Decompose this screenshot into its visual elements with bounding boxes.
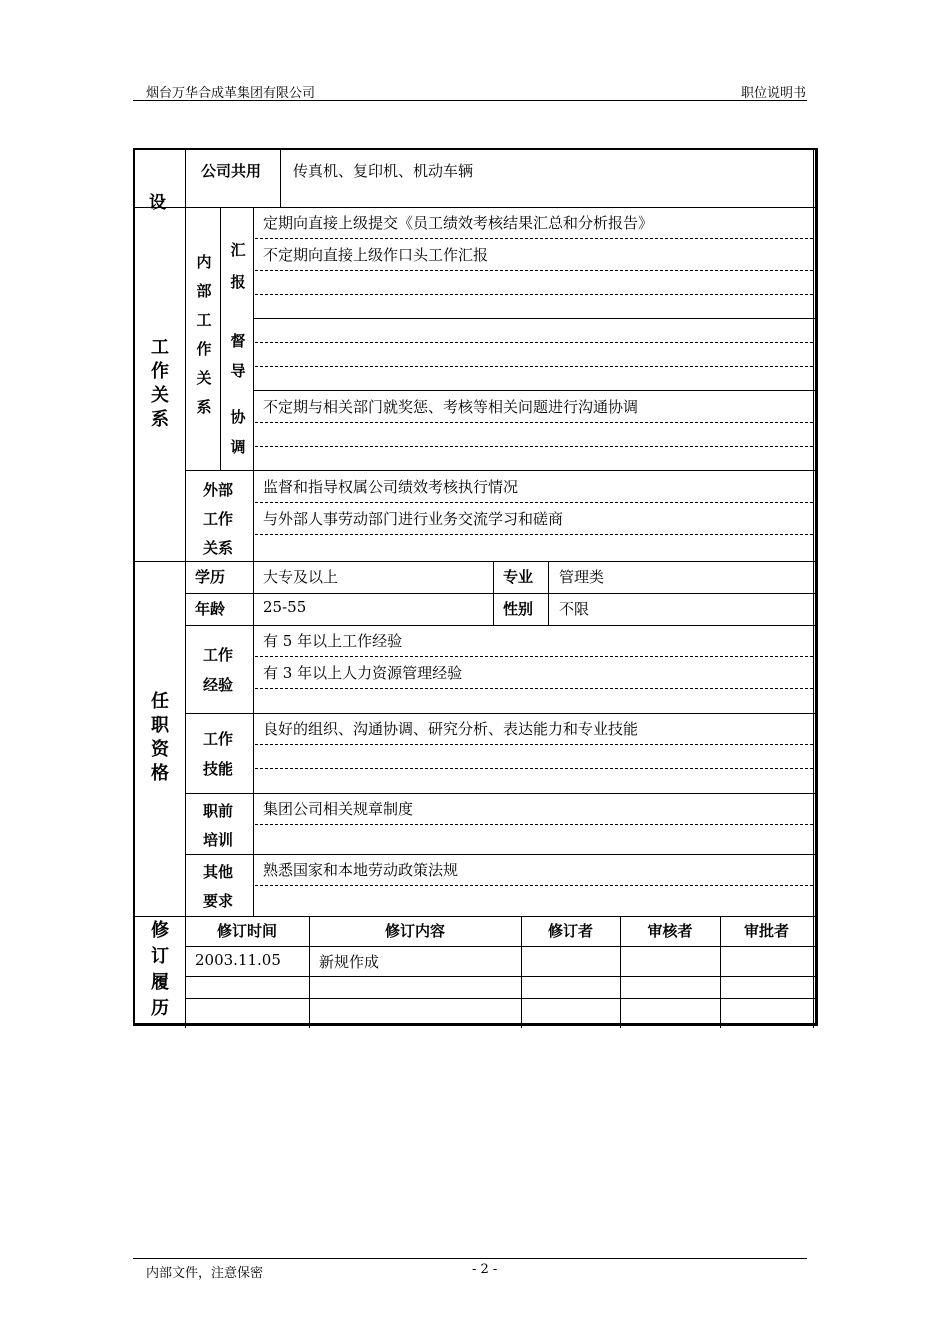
qualifications-section-label: 任 职 资 格 xyxy=(151,691,169,784)
age-value: 25-55 xyxy=(263,598,307,616)
external-relations-label: 外部 工作 关系 xyxy=(203,481,234,557)
rev-row-1-date: 2003.11.05 xyxy=(195,951,281,969)
dash-line xyxy=(255,270,813,271)
shared-label: 公司共用 xyxy=(201,162,262,180)
major-value: 管理类 xyxy=(559,568,605,586)
row-separator xyxy=(185,793,815,794)
experience-label: 工作 经验 xyxy=(203,646,234,694)
coordinate-line-1: 不定期与相关部门就奖惩、考核等相关问题进行沟通协调 xyxy=(263,398,639,416)
dash-line xyxy=(255,885,813,886)
rev-header-reviser: 修订者 xyxy=(547,922,593,940)
row-separator xyxy=(253,390,815,391)
section-separator xyxy=(135,916,815,917)
training-label: 职前 培训 xyxy=(203,802,234,849)
row-separator xyxy=(185,998,815,999)
work-relations-section-label: 工 作 关 系 xyxy=(151,337,169,430)
skills-label: 工作 技能 xyxy=(203,730,234,778)
dash-line xyxy=(255,422,813,423)
experience-line-2: 有 3 年以上人力资源管理经验 xyxy=(263,664,463,682)
skills-line-1: 良好的组织、沟通协调、研究分析、表达能力和专业技能 xyxy=(263,720,639,738)
dash-line xyxy=(255,294,813,295)
row-separator xyxy=(185,713,815,714)
shared-value: 传真机、复印机、机动车辆 xyxy=(293,162,474,180)
dash-line xyxy=(255,534,813,535)
coordinate-label: 协 调 xyxy=(230,408,246,456)
supervise-label: 督 导 xyxy=(230,332,246,380)
row-separator xyxy=(185,625,815,626)
report-label: 汇 报 xyxy=(230,241,246,291)
dash-line xyxy=(255,366,813,367)
report-line-1: 定期向直接上级提交《员工绩效考核结果汇总和分析报告》 xyxy=(263,214,654,232)
external-divider xyxy=(253,470,254,561)
footer-rule xyxy=(133,1258,807,1259)
gender-value: 不限 xyxy=(559,600,590,618)
rev-header-date: 修订时间 xyxy=(216,922,277,940)
education-value: 大专及以上 xyxy=(263,568,339,586)
rev-row-1-content: 新规作成 xyxy=(319,953,380,971)
major-label: 专业 xyxy=(503,568,534,586)
sub-label-divider xyxy=(253,207,254,470)
row-separator xyxy=(185,854,815,855)
row-separator xyxy=(185,593,815,594)
external-line-1: 监督和指导权属公司绩效考核执行情况 xyxy=(263,478,519,496)
age-label: 年龄 xyxy=(195,600,226,618)
internal-divider xyxy=(220,207,221,470)
row-separator xyxy=(253,318,815,319)
rev-header-approver: 审批者 xyxy=(743,922,789,940)
internal-relations-label: 内 部 工 作 关 系 xyxy=(196,253,212,416)
dash-line xyxy=(255,238,813,239)
training-line-1: 集团公司相关规章制度 xyxy=(263,800,414,818)
qual-label-divider xyxy=(253,561,254,916)
row-separator xyxy=(135,207,815,208)
dash-line xyxy=(255,824,813,825)
rev-header-reviewer: 审核者 xyxy=(647,922,693,940)
section-column-divider xyxy=(185,150,186,1028)
other-requirements-label: 其他 要求 xyxy=(203,863,234,910)
gender-label: 性别 xyxy=(503,600,534,618)
row-separator xyxy=(185,946,815,947)
dash-line xyxy=(255,502,813,503)
relations-right-border xyxy=(813,207,814,561)
dash-line xyxy=(255,342,813,343)
dash-line xyxy=(255,744,813,745)
footer-confidential: 内部文件，注意保密 xyxy=(146,1266,264,1281)
equipment-right-border xyxy=(813,150,814,207)
row-separator xyxy=(185,976,815,977)
experience-line-1: 有 5 年以上工作经验 xyxy=(263,632,403,650)
dash-line xyxy=(255,446,813,447)
external-line-2: 与外部人事劳动部门进行业务交流学习和磋商 xyxy=(263,510,564,528)
dash-line xyxy=(255,688,813,689)
dash-line xyxy=(255,656,813,657)
header-doc-type: 职位说明书 xyxy=(740,86,806,101)
equipment-divider xyxy=(280,150,281,207)
other-line-1: 熟悉国家和本地劳动政策法规 xyxy=(263,861,459,879)
header-company: 烟台万华合成革集团有限公司 xyxy=(146,86,316,101)
equipment-section-label: 设 xyxy=(149,193,166,213)
report-line-2: 不定期向直接上级作口头工作汇报 xyxy=(263,246,489,264)
education-label: 学历 xyxy=(195,568,226,586)
job-description-table xyxy=(133,148,818,1026)
dash-line xyxy=(255,768,813,769)
rev-right-border xyxy=(813,916,814,1028)
revision-section-label: 修 订 履 历 xyxy=(151,920,169,1019)
qual-right-border xyxy=(813,561,814,916)
header-rule xyxy=(133,100,807,101)
row-separator xyxy=(185,470,815,471)
footer-page-number: - 2 - xyxy=(472,1262,498,1277)
rev-header-content: 修订内容 xyxy=(384,922,445,940)
section-separator xyxy=(135,561,815,562)
